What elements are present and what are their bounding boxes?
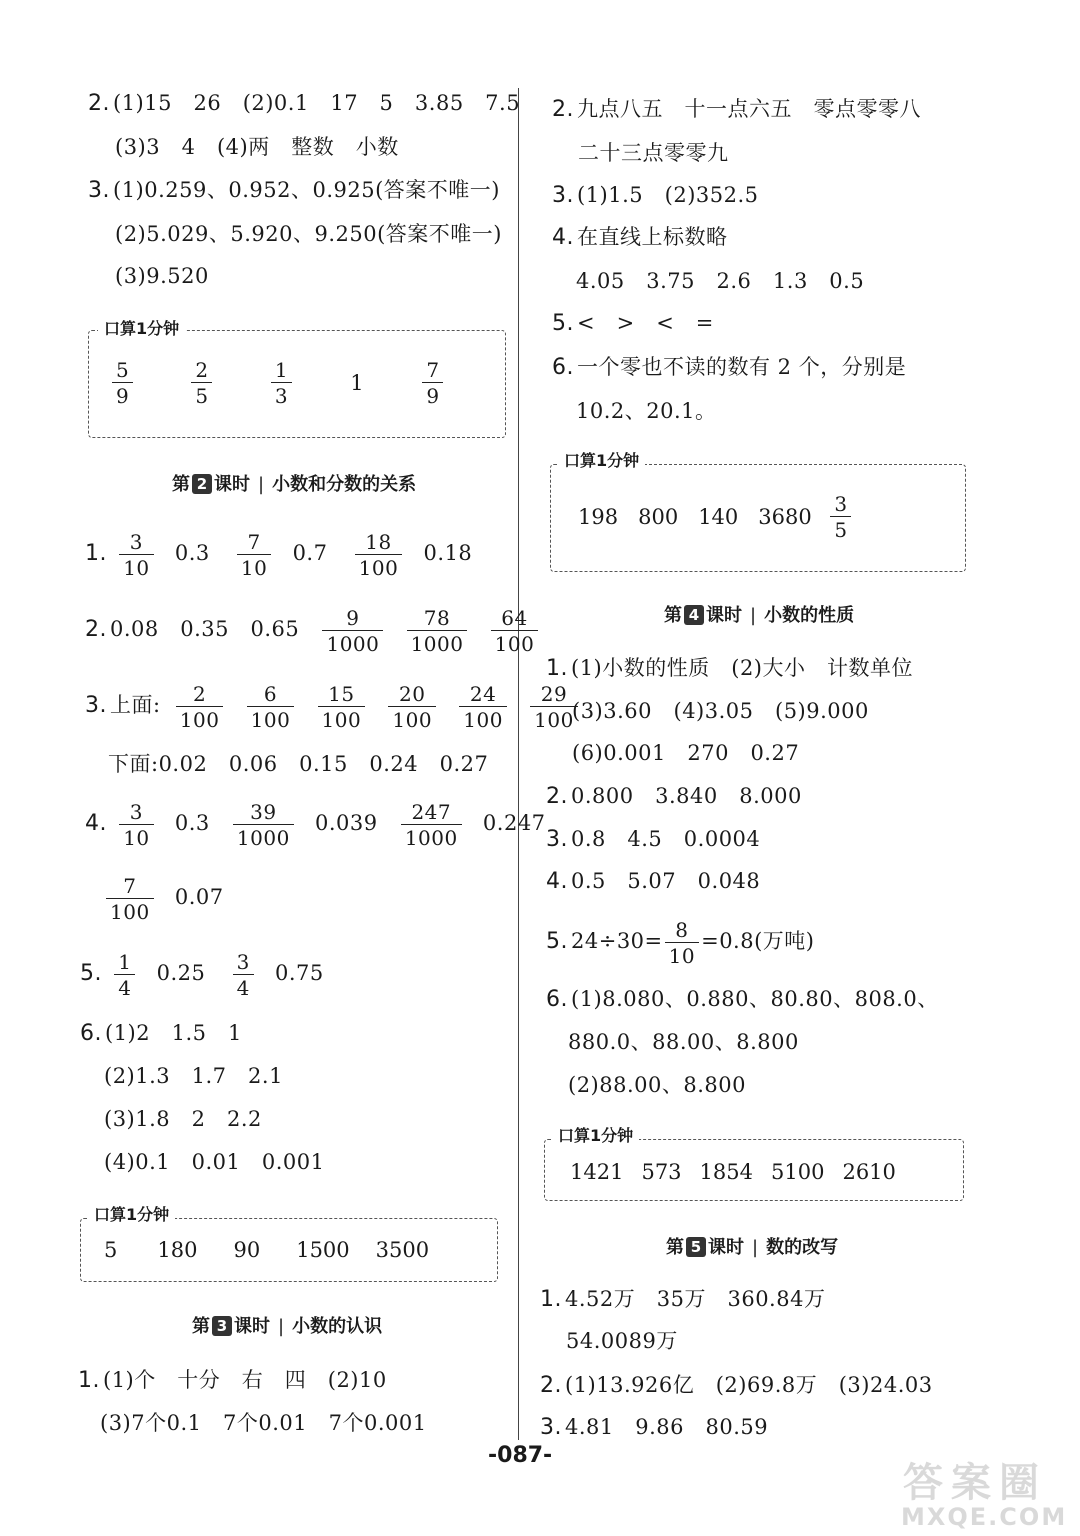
answer-line: 880.0、88.00、8.800 — [568, 1030, 799, 1054]
answer-line: (2)5.029、5.920、9.250(答案不唯一) — [115, 222, 502, 246]
answer-line: 3. (1)1.5 (2)352.5 — [552, 183, 759, 208]
section-heading: 第 4 课时 | 小数的性质 — [664, 605, 855, 626]
answer-line: 1. (1)小数的性质 (2)大小 计数单位 — [546, 656, 913, 681]
mental-math-label: 口算1分钟 — [552, 1123, 639, 1146]
answer-line: 5. 24÷30= $\frac{8}{10}$ =0.8(万吨) — [546, 917, 815, 968]
answer-line: 4. 在直线上标数略 — [552, 225, 728, 250]
answer-line: (4)0.1 0.01 0.001 — [104, 1150, 325, 1174]
answer-line: 2. 0.08 0.35 0.65 $\frac{9}{1000}$ $\frac{78}{1000}$ $\frac{64}{100}$ — [85, 600, 552, 659]
watermark-logo-mark: 答案圈 — [903, 1460, 1047, 1506]
fraction: $\frac{5}{9}$ — [112, 360, 133, 406]
page-number: -087- — [488, 1443, 553, 1468]
section-heading: 第 2 课时 | 小数和分数的关系 — [172, 474, 417, 495]
answer-line: (6)0.001 270 0.27 — [572, 741, 800, 765]
mental-math-label: 口算1分钟 — [88, 1202, 175, 1225]
fraction: $\frac{2}{5}$ — [191, 360, 212, 406]
answer-line: 4.05 3.75 2.6 1.3 0.5 — [576, 269, 865, 293]
section-heading: 第 3 课时 | 小数的认识 — [192, 1316, 383, 1337]
mental-math-answers: 5 180 90 1500 3500 — [104, 1238, 430, 1262]
answer-line: (3)7个0.1 7个0.01 7个0.001 — [100, 1411, 427, 1435]
answer-line: (2)1.3 1.7 2.1 — [104, 1064, 283, 1088]
column-divider — [518, 88, 519, 1440]
fraction: $\frac{7}{9}$ — [422, 360, 443, 406]
answer-line: (3)9.520 — [115, 264, 209, 288]
answer-line: 二十三点零零九 — [578, 141, 729, 165]
answer-line: 3. 上面: $\frac{2}{100}$ $\frac{6}{100}$ $\frac{15}{100}$ $\frac{20}{100}$ $\frac{24}{100}$ $\frac{29}{100}$ — [85, 676, 592, 735]
watermark-text: MXQE.COM — [901, 1503, 1068, 1531]
mental-math-answers: 198 800 140 3680 $\frac{3}{5}$ — [578, 494, 877, 540]
answer-line: 10.2、20.1。 — [576, 399, 717, 423]
mental-math-label: 口算1分钟 — [558, 448, 645, 471]
answer-line: 2. 九点八五 十一点六五 零点零零八 — [552, 97, 921, 122]
answer-line: (3)3.60 (4)3.05 (5)9.000 — [572, 699, 869, 723]
answer-line: (2)88.00、8.800 — [568, 1073, 746, 1097]
answer-line: 4. $\frac{3}{10}$ 0.3 $\frac{39}{1000}$ 0.039 $\frac{247}{1000}$ 0.247 — [85, 799, 546, 850]
answer-line: $\frac{7}{100}$ 0.07 — [104, 868, 224, 926]
answer-line: (3)3 4 (4)两 整数 小数 — [115, 135, 399, 159]
answer-line: 1. 4.52万 35万 360.84万 — [540, 1287, 826, 1312]
answer-line: 3. 0.8 4.5 0.0004 — [546, 827, 761, 852]
answer-line: 3. (1)0.259、0.952、0.925(答案不唯一) — [88, 178, 500, 203]
answer-line: 6. (1)8.080、0.880、80.80、808.0、 — [546, 987, 939, 1012]
answer-line: 54.0089万 — [566, 1329, 678, 1353]
answer-line: 2. 0.800 3.840 8.000 — [546, 784, 802, 809]
mental-math-answers: $\frac{5}{9}$ $\frac{2}{5}$ $\frac{1}{3}$ 1 $\frac{7}{9}$ — [110, 360, 469, 406]
answer-line: 4. 0.5 5.07 0.048 — [546, 869, 761, 894]
answer-line: 1. (1)个 十分 右 四 (2)10 — [78, 1368, 387, 1393]
answer-line: 6. (1)2 1.5 1 — [80, 1021, 242, 1046]
answer-line: 2. (1)15 26 (2)0.1 17 5 3.85 7.5 — [88, 91, 521, 116]
answer-line: 下面:0.02 0.06 0.15 0.24 0.27 — [108, 752, 489, 776]
mental-math-label: 口算1分钟 — [98, 316, 185, 339]
answer-line: 1. $\frac{3}{10}$ 0.3 $\frac{7}{10}$ 0.7 $\frac{18}{100}$ 0.18 — [85, 529, 473, 580]
answer-line: 5. < > < = — [552, 311, 714, 336]
section-heading: 第 5 课时 | 数的改写 — [666, 1237, 839, 1258]
answer-line: 6. 一个零也不读的数有 2 个，分别是 — [552, 355, 907, 380]
answer-line: 5. $\frac{1}{4}$ 0.25 $\frac{3}{4}$ 0.75 — [80, 949, 324, 1000]
answer-line: 2. (1)13.926亿 (2)69.8万 (3)24.03 — [540, 1373, 933, 1398]
answer-line: (3)1.8 2 2.2 — [104, 1107, 262, 1131]
fraction: $\frac{1}{3}$ — [271, 360, 292, 406]
watermark-logo — [895, 1455, 1068, 1533]
answer-line: 3. 4.81 9.86 80.59 — [540, 1415, 769, 1440]
fraction: $\frac{3}{5}$ — [830, 494, 851, 540]
mental-math-answers: 1421 573 1854 5100 2610 — [570, 1160, 896, 1184]
